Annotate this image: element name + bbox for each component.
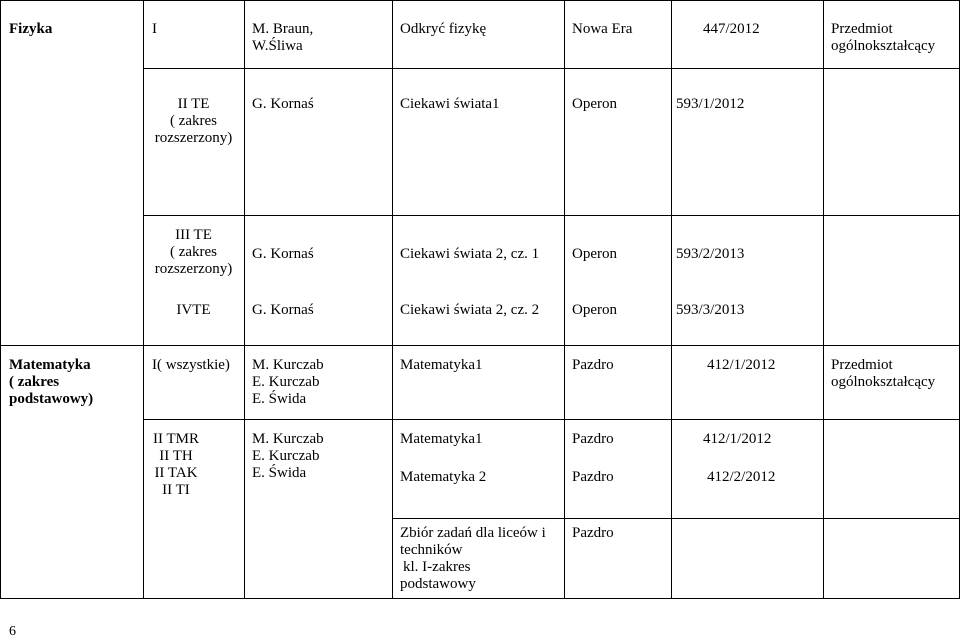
col-line [0, 0, 1, 598]
publisher-cell: Operon [572, 96, 617, 112]
author-cell: G. Kornaś [252, 302, 314, 318]
page-number: 6 [9, 624, 16, 639]
publisher-cell: Operon [572, 246, 617, 262]
title-cell: Zbiór zadań dla liceów i techników kl. I-zakres podstawowy [400, 525, 546, 592]
author-cell: G. Kornaś [252, 96, 314, 112]
title-cell: Ciekawi świata1 [400, 96, 500, 112]
subject-cell: Matematyka ( zakres podstawowy) [9, 357, 94, 407]
row-divider [143, 215, 960, 216]
col-line [392, 0, 393, 598]
subject-cell: Fizyka [9, 21, 53, 37]
class-cell: I( wszystkie) [152, 357, 230, 373]
col-line [823, 0, 824, 598]
row-divider [392, 518, 960, 519]
class-cell: II TE ( zakres rozszerzony) [154, 96, 233, 146]
publisher-cell: Pazdro [572, 357, 614, 373]
title-cell: Matematyka1 [400, 431, 483, 447]
row-divider [143, 419, 960, 420]
type-cell: Przedmiot ogólnokształcący [831, 357, 936, 390]
title-cell: Odkryć fizykę [400, 21, 487, 37]
publisher-cell: Pazdro [572, 469, 614, 485]
title-cell: Matematyka1 [400, 357, 483, 373]
title-cell: Matematyka 2 [400, 469, 487, 485]
number-cell: 447/2012 [703, 21, 760, 37]
number-cell: 593/1/2012 [676, 96, 745, 112]
class-cell: III TE ( zakres rozszerzony) [154, 227, 233, 277]
table-border-subject-math [0, 345, 960, 346]
class-cell: II TMR II TH II TAK II TI [153, 431, 199, 498]
publisher-cell: Nowa Era [572, 21, 633, 37]
number-cell: 593/3/2013 [676, 302, 745, 318]
col-line [143, 0, 144, 598]
author-cell: M. Braun, W.Śliwa [252, 21, 314, 54]
number-cell: 412/1/2012 [707, 357, 776, 373]
table-border-top [0, 0, 960, 1]
type-cell: Przedmiot ogólnokształcący [831, 21, 936, 54]
table-border-bottom [0, 598, 960, 599]
col-line [671, 0, 672, 598]
col-line [564, 0, 565, 598]
title-cell: Ciekawi świata 2, cz. 1 [400, 246, 540, 262]
class-cell: IVTE [176, 302, 211, 318]
author-cell: M. Kurczab E. Kurczab E. Świda [252, 357, 324, 407]
class-cell: I [152, 21, 157, 37]
publisher-cell: Operon [572, 302, 617, 318]
author-cell: M. Kurczab E. Kurczab E. Świda [252, 431, 324, 481]
col-line [244, 0, 245, 598]
number-cell: 412/1/2012 [703, 431, 772, 447]
number-cell: 412/2/2012 [707, 469, 776, 485]
publisher-cell: Pazdro [572, 431, 614, 447]
title-cell: Ciekawi świata 2, cz. 2 [400, 302, 540, 318]
row-divider [143, 68, 960, 69]
number-cell: 593/2/2013 [676, 246, 745, 262]
publisher-cell: Pazdro [572, 525, 614, 541]
author-cell: G. Kornaś [252, 246, 314, 262]
